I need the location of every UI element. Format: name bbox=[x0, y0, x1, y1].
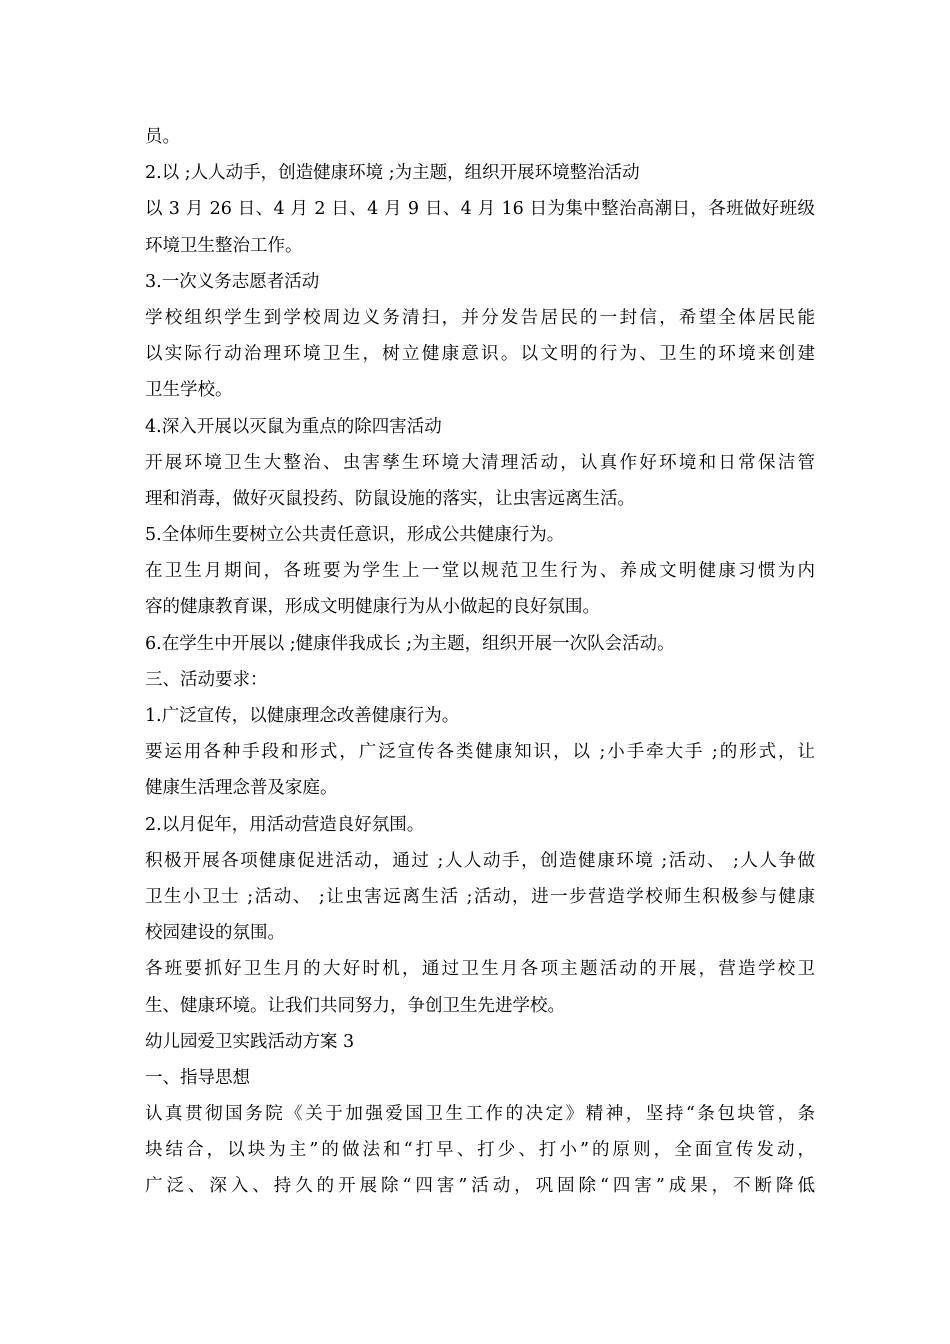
text-line: 员。 bbox=[145, 127, 180, 147]
text-line: 3.一次义务志愿者活动 bbox=[145, 271, 320, 292]
text-line: 以 3 月 26 日、4 月 2 日、4 月 9 日、4 月 16 日为集中整治高潮日，各班做好班级 bbox=[145, 199, 815, 220]
text-line: 开展环境卫生大整治、虫害孳生环境大清理活动，认真作好环境和日常保洁管 bbox=[145, 452, 815, 473]
text-line: 校园建设的氛围。 bbox=[145, 923, 285, 944]
text-line: 以实际行动治理环境卫生，树立健康意识。以文明的行为、卫生的环境来创建 bbox=[145, 344, 815, 365]
text-line: 理和消毒，做好灭鼠投药、防鼠设施的落实，让虫害远离生活。 bbox=[145, 488, 635, 509]
text-line: 健康生活理念普及家庭。 bbox=[145, 778, 338, 799]
text-line: 环境卫生整治工作。 bbox=[145, 235, 303, 256]
text-line: 广泛、深入、持久的开展除“四害”活动，巩固除“四害”成果，不断降低 bbox=[145, 1176, 815, 1197]
text-line: 6.在学生中开展以 ;健康伴我成长 ;为主题，组织开展一次队会活动。 bbox=[145, 633, 675, 654]
text-line: 容的健康教育课，形成文明健康行为从小做起的良好氛围。 bbox=[145, 597, 600, 618]
text-line: 三、活动要求： bbox=[145, 669, 268, 690]
text-line: 在卫生月期间，各班要为学生上一堂以规范卫生行为、养成文明健康习惯为内 bbox=[145, 561, 815, 582]
text-line: 块结合，以块为主”的做法和“打早、打少、打小”的原则，全面宣传发动， bbox=[145, 1140, 815, 1161]
text-line: 要运用各种手段和形式，广泛宣传各类健康知识，以 ;小手牵大手 ;的形式，让 bbox=[145, 742, 815, 763]
text-line: 卫生小卫士 ;活动、 ;让虫害远离生活 ;活动，进一步营造学校师生积极参与健康 bbox=[145, 886, 815, 907]
text-line: 4.深入开展以灭鼠为重点的除四害活动 bbox=[145, 416, 442, 437]
text-line: 各班要抓好卫生月的大好时机，通过卫生月各项主题活动的开展，营造学校卫 bbox=[145, 959, 815, 980]
text-line: 认真贯彻国务院《关于加强爱国卫生工作的决定》精神，坚持“条包块管，条 bbox=[145, 1104, 815, 1125]
text-line: 2.以 ;人人动手，创造健康环境 ;为主题，组织开展环境整治活动 bbox=[145, 163, 640, 184]
text-line: 积极开展各项健康促进活动，通过 ;人人动手，创造健康环境 ;活动、 ;人人争做 bbox=[145, 850, 815, 871]
text-line: 学校组织学生到学校周边义务清扫，并分发告居民的一封信，希望全体居民能 bbox=[145, 307, 815, 328]
text-line: 2.以月促年，用活动营造良好氛围。 bbox=[145, 814, 425, 835]
document-body bbox=[145, 119, 815, 1205]
text-line: 生、健康环境。让我们共同努力，争创卫生先进学校。 bbox=[145, 995, 565, 1016]
text-line: 1.广泛宣传，以健康理念改善健康行为。 bbox=[145, 706, 460, 726]
text-line: 幼儿园爱卫实践活动方案 3 bbox=[145, 1031, 355, 1052]
text-line: 5.全体师生要树立公共责任意识，形成公共健康行为。 bbox=[145, 525, 565, 546]
text-line: 一、指导思想 bbox=[145, 1067, 250, 1088]
text-line: 卫生学校。 bbox=[145, 380, 233, 401]
